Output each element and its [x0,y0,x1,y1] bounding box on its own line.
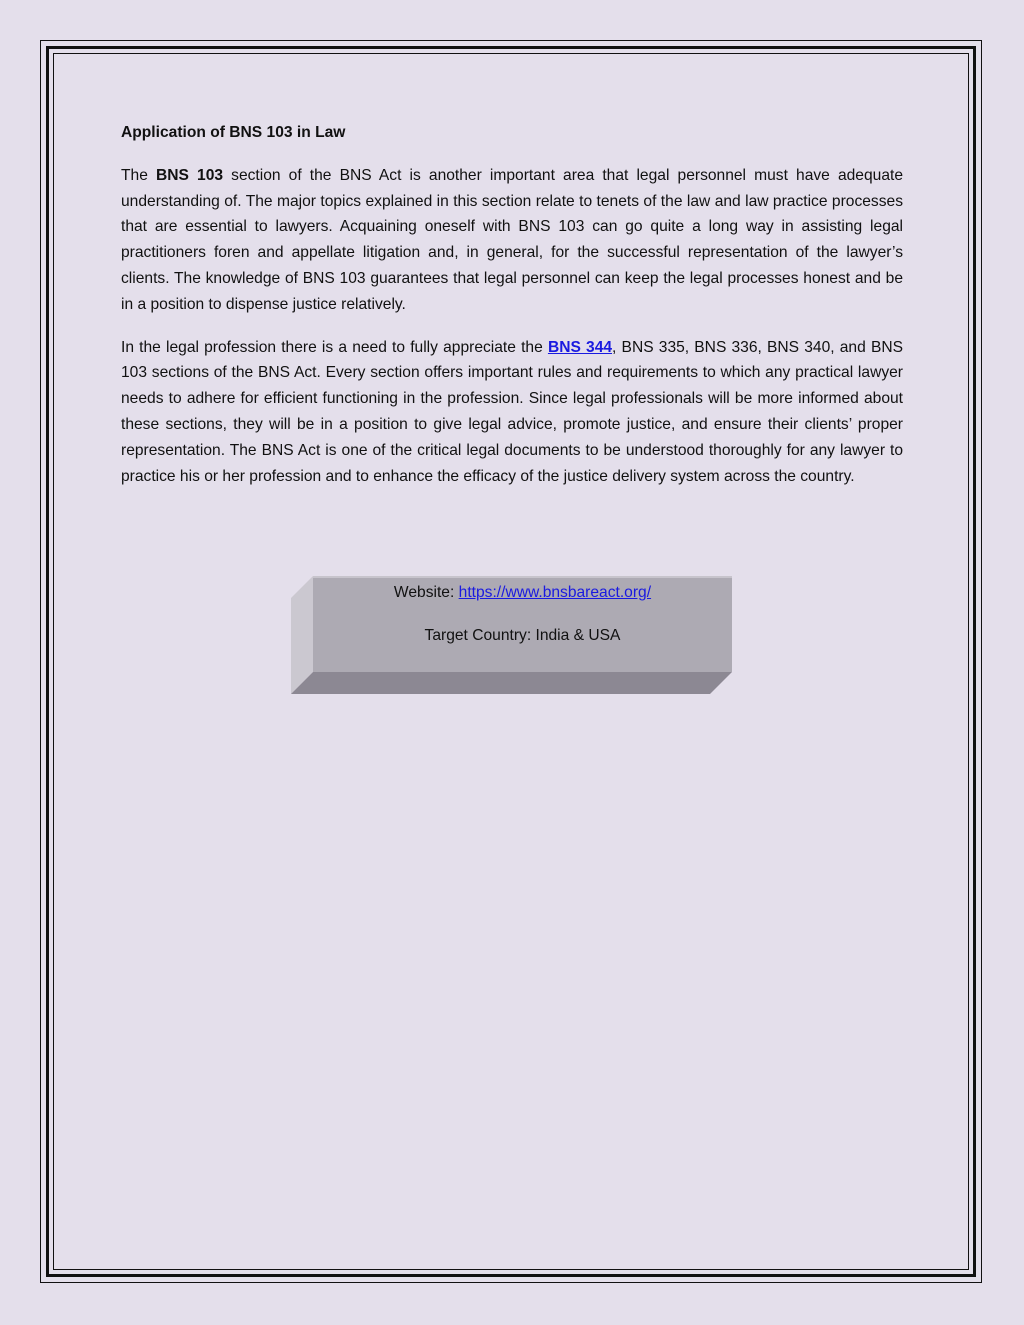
bns-103-term: BNS 103 [155,166,224,184]
paragraph-2-prefix: In the legal profession there is a need to fully appreciate the [121,338,548,356]
document-body [121,120,903,506]
bns-344-link[interactable]: BNS 344 [547,338,613,356]
website-label: Website: [393,584,459,601]
paragraph-1-prefix: The [121,166,156,184]
paragraph-2-text: , BNS 335, BNS 336, BNS 340, and BNS 103 sections of the BNS Act. Every section offers important rules and requirements to which any practical lawyer needs to adhere for efficient functioning in the profession. Since legal professionals will be more informed about these sections, they will be in a position to give legal advice, promote justice, and ensure their clients’ proper representation. The BNS Act is one of the critical legal documents to be understood thoroughly for any lawyer to practice his or her profession and to enhance the efficacy of the justice delivery system across the country. [121,338,904,485]
target-country: Target Country: India & USA [424,627,621,644]
paragraph-2 [121,335,903,490]
info-box [291,576,732,694]
paragraph-1 [121,163,903,318]
website-line [313,584,732,602]
document-heading: Application of BNS 103 in Law [121,124,346,141]
paragraph-1-text: section of the BNS Act is another important area that legal personnel must have adequate understanding of. The major topics explained in this section relate to tenets of the law and law practice processes that are essential to lawyers. Acquaining oneself with BNS 103 can go quite a long way in assisting legal practitioners foren and appellate litigation and, in general, for the successful representation of the lawyer’s clients. The knowledge of BNS 103 guarantees that legal personnel can keep the legal processes honest and be in a position to dispense justice relatively. [121,166,904,313]
website-link[interactable]: https://www.bnsbareact.org/ [458,584,652,601]
